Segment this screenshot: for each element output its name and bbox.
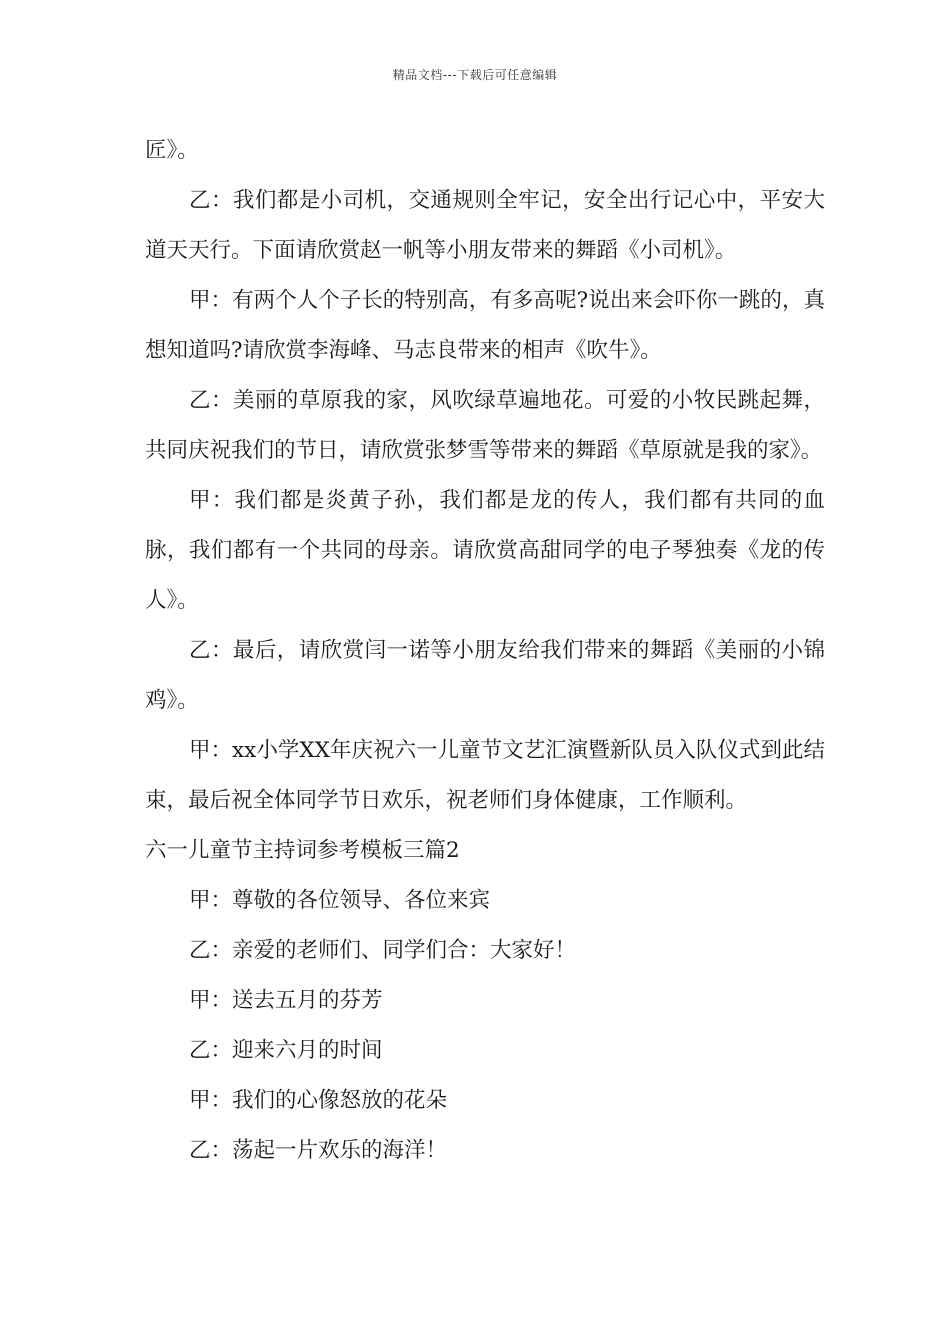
paragraph-3: 甲：有两个人个子长的特别高，有多高呢?说出来会吓你一跳的，真想知道吗?请欣赏李海峰、马志良带来的相声《吹牛》。 (145, 288, 825, 363)
paragraph-10: 甲：送去五月的芬芳 (189, 988, 383, 1013)
paragraph-7: 甲：xx小学XX年庆祝六一儿童节文艺汇演暨新队员入队仪式到此结束，最后祝全体同学节日欢乐，祝老师们身体健康，工作顺利。 (145, 738, 825, 813)
page-header: 精品文档---下载后可任意编辑 (392, 68, 558, 82)
paragraph-13: 乙：荡起一片欢乐的海洋！ (189, 1138, 448, 1163)
paragraph-4: 乙：美丽的草原我的家，风吹绿草遍地花。可爱的小牧民跳起舞，共同庆祝我们的节日，请欣赏张梦雪等带来的舞蹈《草原就是我的家》。 (145, 388, 825, 463)
paragraph-6: 乙：最后，请欣赏闫一诺等小朋友给我们带来的舞蹈《美丽的小锦鸡》。 (145, 638, 825, 713)
section-heading: 六一儿童节主持词参考模板三篇2 (145, 838, 460, 863)
paragraph-2: 乙：我们都是小司机，交通规则全牢记，安全出行记心中，平安大道天天行。下面请欣赏赵一帆等小朋友带来的舞蹈《小司机》。 (145, 188, 825, 263)
paragraph-8: 甲：尊敬的各位领导、各位来宾 (189, 888, 491, 913)
paragraph-5: 甲：我们都是炎黄子孙，我们都是龙的传人，我们都有共同的血脉，我们都有一个共同的母亲。请欣赏高甜同学的电子琴独奏《龙的传人》。 (145, 488, 825, 613)
paragraph-9: 乙：亲爱的老师们、同学们合：大家好！ (189, 938, 577, 963)
paragraph-11: 乙：迎来六月的时间 (189, 1038, 383, 1063)
paragraph-1: 匠》。 (145, 138, 199, 163)
paragraph-12: 甲：我们的心像怒放的花朵 (189, 1088, 448, 1113)
document-body (145, 126, 825, 1176)
